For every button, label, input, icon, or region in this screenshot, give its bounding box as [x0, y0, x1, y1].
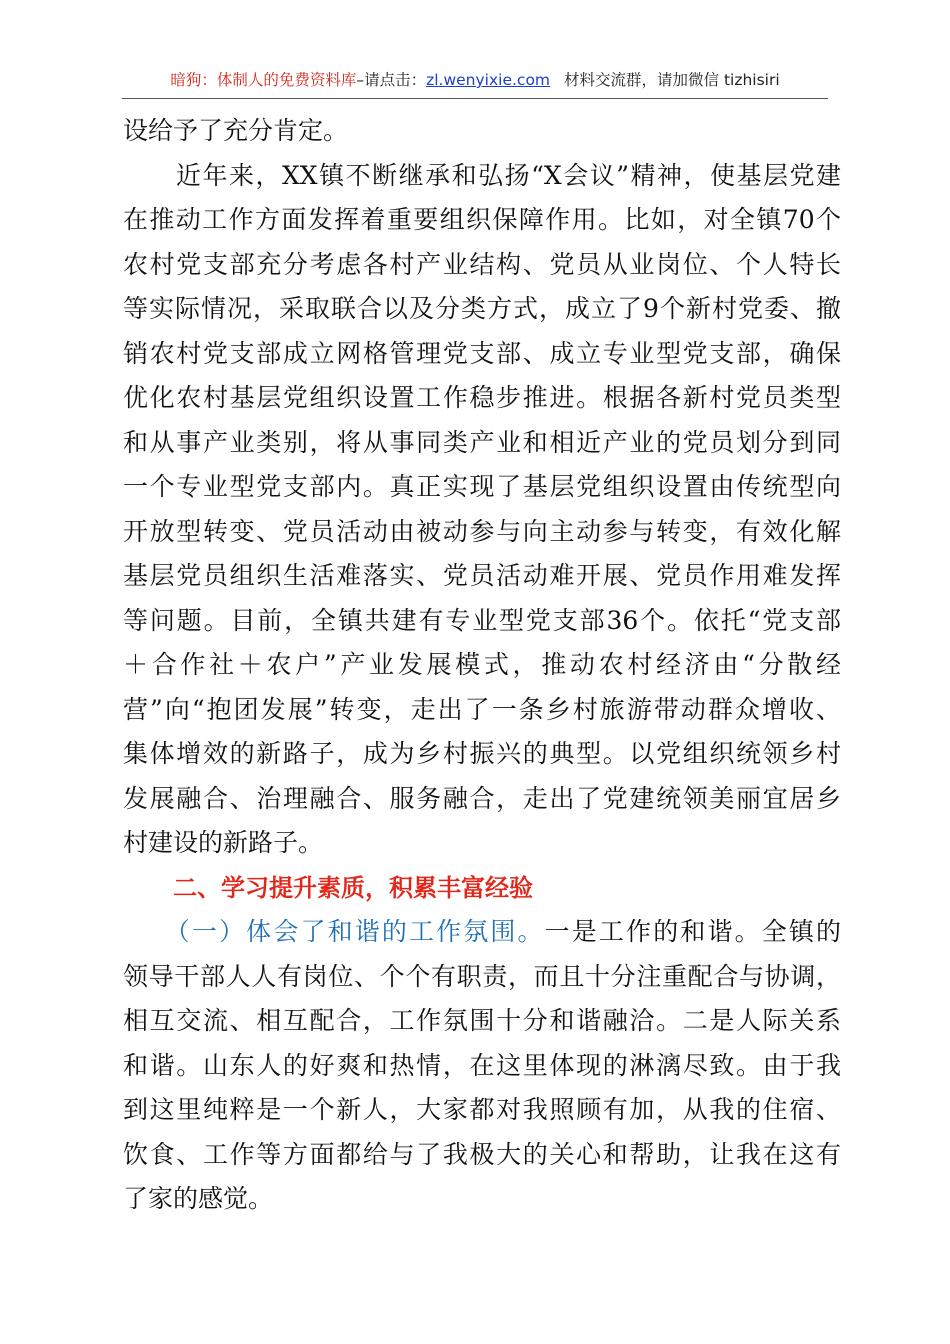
- paragraph-line: 优化农村基层党组织设置工作稳步推进。根据各新村党员类型: [123, 383, 841, 412]
- paragraph-line: 和从事产业类别，将从事同类产业和相近产业的党员划分到同: [123, 427, 841, 457]
- paragraph-line: 到这里纯粹是一个新人，大家都对我照顾有加，从我的住宿、: [123, 1095, 841, 1124]
- header-url-link[interactable]: zl.wenyixie.com: [426, 71, 551, 89]
- paragraph-line: 集体增效的新路子，成为乡村振兴的典型。以党组织统领乡村: [123, 739, 841, 768]
- paragraph-line: 相互交流、相互配合，工作氛围十分和谐融洽。二是人际关系: [123, 1006, 841, 1035]
- paragraph-line: 营”向“抱团发展”转变，走出了一条乡村旅游带动群众增收、: [123, 694, 841, 724]
- subheading-line: [123, 910, 841, 955]
- paragraph-line: ＋合作社＋农户”产业发展模式，推动农村经济由“分散经: [123, 650, 841, 679]
- header-contact: 材料交流群，请加微信 tizhisiri: [564, 71, 780, 89]
- paragraph-line: 和谐。山东人的好爽和热情，在这里体现的淋漓尽致。由于我: [123, 1050, 841, 1080]
- paragraph-line: 在推动工作方面发挥着重要组织保障作用。比如，对全镇70个: [123, 205, 841, 234]
- paragraph-line: 基层党员组织生活难落实、党员活动难开展、党员作用难发挥: [123, 561, 841, 590]
- section-heading: 二、学习提升素质，积累丰富经验: [173, 873, 533, 902]
- paragraph-line: 近年来，XX镇不断继承和弘扬“X会议”精神，使基层党建: [123, 160, 841, 190]
- page-header: [122, 66, 828, 99]
- paragraph-line: 了家的感觉。: [123, 1184, 274, 1213]
- paragraph-line: 农村党支部充分考虑各村产业结构、党员从业岗位、个人特长: [123, 249, 841, 279]
- paragraph-line: 一个专业型党支部内。真正实现了基层党组织设置由传统型向: [123, 472, 841, 501]
- paragraph-line: 等实际情况，采取联合以及分类方式，成立了9个新村党委、撤: [123, 294, 841, 323]
- document-body: [123, 109, 841, 1222]
- subheading-rest: 一是工作的和谐。全镇的: [544, 917, 841, 946]
- paragraph-line: 开放型转变、党员活动由被动参与向主动参与转变，有效化解: [123, 516, 841, 546]
- header-click-label: –请点击：: [356, 71, 427, 89]
- paragraph-line: 销农村党支部成立网格管理党支部、成立专业型党支部，确保: [123, 338, 841, 368]
- paragraph-line: 设给予了充分肯定。: [123, 116, 349, 145]
- paragraph-line: 领导干部人人有岗位、个个有职责，而且十分注重配合与协调，: [123, 961, 841, 991]
- paragraph-line: 发展融合、治理融合、服务融合，走出了党建统领美丽宜居乡: [123, 783, 841, 813]
- paragraph-line: 等问题。目前，全镇共建有专业型党支部36个。依托“党支部: [123, 605, 841, 635]
- paragraph-line: 饮食、工作等方面都给与了我极大的关心和帮助，让我在这有: [123, 1139, 841, 1169]
- paragraph-line: 村建设的新路子。: [123, 828, 324, 857]
- header-site-label: 暗狗：体制人的免费资料库: [170, 71, 357, 89]
- subheading-title: （一）体会了和谐的工作氛围。: [177, 917, 545, 946]
